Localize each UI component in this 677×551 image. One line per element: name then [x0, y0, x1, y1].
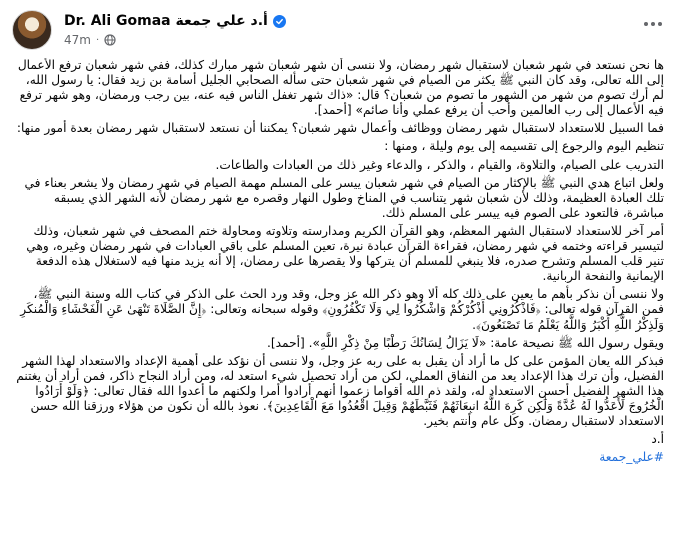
post-body	[14, 58, 664, 548]
post-paragraph: ولا ننسى أن نذكر بأهم ما يعين على ذلك كله ألا وهو ذكر الله عز وجل، وقد ورد الحث على الذكر في كتاب الله وسنة النبي ﷺ، فمن القرآن قوله تعالى: ﴿فَاذْكُرُونِي أَذْكُرْكُمْ وَاشْكُرُوا لِي وَلَا تَكْفُرُونِ﴾ وقوله سبحانه وتعالى: ﴿إِنَّ الصَّلَاةَ تَنْهَىٰ عَنِ الْفَحْشَاءِ وَالْمُنكَرِ وَلَذِكْرُ اللَّهِ أَكْبَرُ وَاللَّهُ يَعْلَمُ مَا تَصْنَعُونَ﴾.	[20, 287, 664, 332]
post-paragraph: فبذكر الله يعان المؤمن على كل ما أراد أن يقبل به على ربه عز وجل، ولا ننسى أن نؤكد على أهمية الإعداد والاستعداد لهذا الشهر الفضيل، وأن ترك هذا الإعداد يعد من النفاق العملي، لكن من أراد تحصيل شيء استعد له، ومن أراد النجاح ذاكر، فمن أراد أن يغتنم هذا الشهر الفضيل أحسن الاستعداد له، ولقد ذم الله أقواما زعموا أنهم أرادوا أمرا ولكنهم ما أعدوا الله فقال تعالى: ﴿وَلَوْ أَرَادُوا الْخُرُوجَ لَأَعَدُّوا لَهُ عُدَّةً وَلَٰكِن كَرِهَ اللَّهُ انبِعَاثَهُمْ فَثَبَّطَهُمْ وَقِيلَ اقْعُدُوا مَعَ الْقَاعِدِينَ﴾. نعوذ بالله أن نكون من هؤلاء ورزقنا الله حسن الاستعداد لاستقبال رمضان. وكل عام وأنتم بخير.	[16, 353, 664, 429]
post-paragraph: ولعل اتباع هدي النبي ﷺ بالإكثار من الصيام في شهر شعبان ييسر على المسلم مهمة الصيام في شهر رمضان ولا يشعر بعناء في تلك العبادة العظيمة، وذلك لأن شعبان شهر يتناسب في المناخ وطول النهار وقصره مع شهر رمضان لأنه الشهر الذي يسبقه مباشرة، فالتعود على الصوم فيه ييسر على المسلم ذلك.	[24, 175, 664, 220]
verified-badge-icon	[273, 15, 286, 28]
post-paragraph: ويقول رسول الله ﷺ نصيحة عامة: «لَا يَزَالُ لِسَانُكَ رَطْبًا مِنْ ذِكْرِ اللَّهِ». [أحمد].	[267, 335, 664, 350]
hashtag-link[interactable]: #علي_جمعة	[599, 450, 664, 465]
post-hashtag-line	[14, 450, 664, 465]
post-paragraph: فما السبيل للاستعداد لاستقبال شهر رمضان ووظائف وأعمال شهر شعبان؟ يمكننا أن نستعد لاستقبال شهر رمضان بعدة أمور منها:	[16, 121, 664, 136]
post-signature: أ.د	[651, 432, 664, 447]
post-header	[12, 10, 667, 52]
more-dot	[658, 22, 662, 26]
post-meta	[64, 32, 116, 48]
globe-icon[interactable]	[104, 34, 116, 46]
post-paragraph: أمر آخر للاستعداد لاستقبال الشهر المعظم، وهو القرآن الكريم ومدارسته وتلاوته ومحاولة ختم المصحف في شهر شعبان، وذلك لتيسير قراءته وختمه في شهر رمضان، فقراءة القرآن عبادة نيرة، تعين المسلم على باقي العبادات في شهر رمضان وغيره، وهي تنير قلب المسلم وتشرح صدره، فلا ينبغي للمسلم أن يتركها ولا يقصرها على رمضان، إلا أنه يزيد منها فيه لاستغلال هذه الدفعة الإيمانية والنفحة الربانية.	[26, 223, 664, 284]
post-paragraph: تنظيم اليوم والرجوع إلى تقسيمه إلى يوم وليلة ، ومنها :	[384, 139, 664, 154]
post-paragraph: التدريب على الصيام، والتلاوة، والقيام ، والذكر ، والدعاء وغير ذلك من العبادات والطاعات.	[215, 157, 664, 172]
post-paragraph: ها نحن نستعد في شهر شعبان لاستقبال شهر رمضان، ولا ننسى أن شهر شعبان شهر مبارك كذلك، ففي شهر شعبان ترفع الأعمال إلى الله تعالى، وقد كان النبي ﷺ يكثر من الصيام في شهر شعبان حتى سأله الصحابي الجليل أسامة بن زيد فقال: يا رسول الله، لم أرك تصوم من شهر من الشهور ما تصوم من شعبان؟ قال: «ذاك شهر تغفل الناس فيه عنه، بين رجب ورمضان، وهو شهر ترفع فيه الأعمال إلى رب العالمين وأحب أن يرفع عملي وأنا صائم» [أحمد].	[17, 58, 664, 118]
author-avatar[interactable]	[12, 10, 52, 50]
author-name[interactable]: Dr. Ali Gomaa أ.د علي جمعة	[64, 13, 268, 29]
post-time[interactable]: 47m	[64, 33, 91, 47]
more-dot	[651, 22, 655, 26]
more-dot	[644, 22, 648, 26]
more-options-icon[interactable]	[639, 14, 667, 34]
author-row	[64, 12, 286, 30]
meta-separator: ·	[95, 34, 100, 46]
